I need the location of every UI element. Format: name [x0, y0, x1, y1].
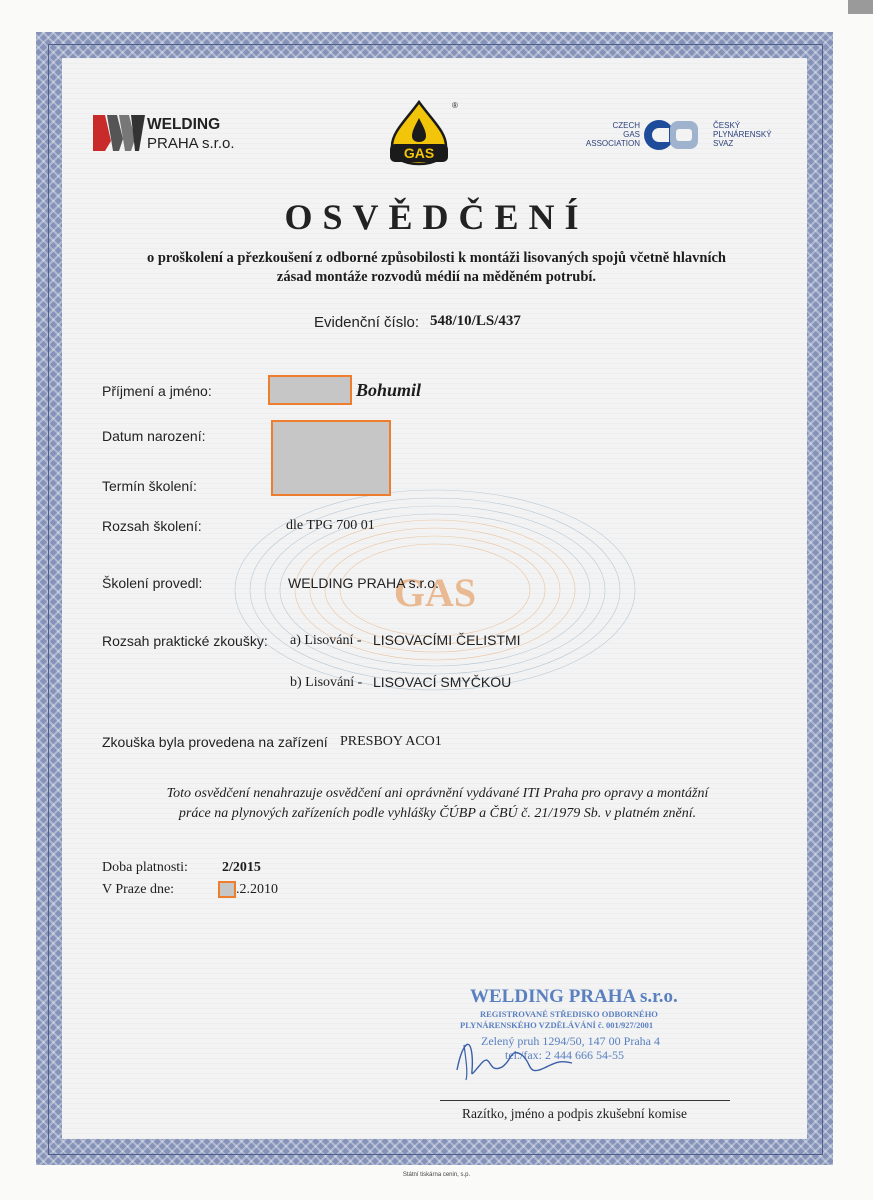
signature-caption: Razítko, jméno a podpis zkušební komise — [462, 1106, 687, 1121]
evidence-number: 548/10/LS/437 — [430, 313, 521, 329]
gas-logo-text: GAS — [403, 145, 435, 161]
printer-footer: Státní tiskárna cenin, s.p. — [402, 1172, 471, 1178]
name-value: Bohumil — [356, 380, 422, 400]
provider-value: WELDING PRAHA s.r.o. — [288, 575, 439, 591]
scope-label: Rozsah školení: — [102, 518, 202, 534]
watermark-text: GAS — [393, 570, 477, 615]
device-value: PRESBOY ACO1 — [340, 734, 442, 749]
cga-line-2: GAS — [623, 130, 640, 139]
practical-a-prefix: a) Lisování - — [290, 633, 362, 648]
practical-a-value: LISOVACÍMI ČELISTMI — [373, 632, 521, 648]
cps-line-1: ČESKÝ — [713, 121, 741, 130]
welding-logo-sub: PRAHA s.r.o. — [147, 135, 235, 152]
name-label: Příjmení a jméno: — [102, 383, 212, 399]
note-line-2: práce na plynových zařízeních podle vyhlášky ČÚBP a ČBÚ č. 21/1979 Sb. v platném znění. — [178, 806, 697, 821]
certificate-title: OSVĚDČENÍ — [284, 197, 589, 237]
scope-value: dle TPG 700 01 — [286, 518, 375, 533]
cga-line-1: CZECH — [612, 121, 640, 130]
stamp-line-5: tel./fax: 2 444 666 54-55 — [505, 1048, 624, 1062]
provider-label: Školení provedl: — [102, 575, 203, 591]
date-label: V Praze dne: — [102, 882, 175, 897]
term-label: Termín školení: — [102, 478, 197, 494]
stamp-line-2: REGISTROVANÉ STŘEDISKO ODBORNÉHO — [480, 1009, 658, 1019]
registered-mark: ® — [452, 101, 458, 110]
date-value: .2.2010 — [236, 882, 278, 897]
note-line-1: Toto osvědčení nenahrazuje osvědčení ani oprávnění vydávané ITI Praha pro opravy a montážní — [166, 786, 709, 801]
welding-logo-icon — [93, 113, 145, 153]
cps-line-2: PLYNÁRENSKÝ — [713, 130, 772, 139]
redacted-dates — [271, 420, 391, 496]
redacted-surname — [268, 375, 352, 405]
signature-scribble — [452, 1025, 612, 1085]
redacted-day — [218, 881, 236, 898]
disclaimer-note — [105, 784, 770, 824]
subtitle-line-1: o proškolení a přezkoušení z odborné způsobilosti k montáži lisovaných spojů včetně hlavních — [146, 250, 726, 266]
cps-line-3: SVAZ — [713, 139, 734, 148]
cps-text — [713, 121, 772, 148]
practical-b-prefix: b) Lisování - — [290, 675, 363, 690]
cga-text — [582, 121, 640, 148]
stamp-company: WELDING PRAHA s.r.o. — [470, 986, 678, 1007]
stamp-line-3: PLYNÁRENSKÉHO VZDĚLÁVÁNÍ č. 001/927/2001 — [460, 1020, 654, 1030]
cga-line-3: ASSOCIATION — [585, 139, 640, 148]
gas-logo — [384, 100, 454, 166]
cps-logo-icon — [644, 115, 704, 155]
practical-b-value: LISOVACÍ SMYČKOU — [373, 674, 512, 690]
validity-label: Doba platnosti: — [102, 860, 188, 875]
signature-line — [440, 1100, 730, 1101]
practical-label: Rozsah praktické zkoušky: — [102, 633, 268, 649]
evidence-label: Evidenční číslo: — [314, 314, 420, 331]
validity-value: 2/2015 — [222, 860, 261, 875]
welding-logo-word: WELDING — [147, 116, 221, 133]
scan-corner — [848, 0, 873, 14]
device-label: Zkouška byla provedena na zařízení — [102, 734, 328, 750]
birth-label: Datum narození: — [102, 428, 206, 444]
subtitle-line-2: zásad montáže rozvodů médií na měděném potrubí. — [276, 269, 597, 285]
certificate-subtitle — [100, 249, 773, 287]
stamp-line-4: Zelený pruh 1294/50, 147 00 Praha 4 — [481, 1034, 660, 1048]
